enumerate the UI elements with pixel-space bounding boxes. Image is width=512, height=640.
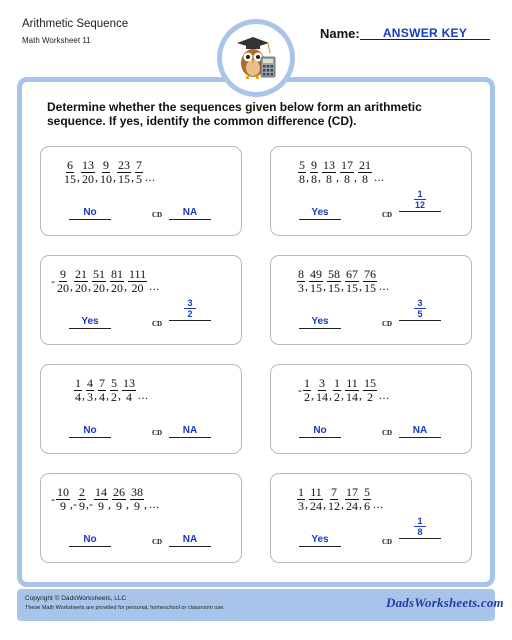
term-denominator: 20 — [82, 172, 94, 186]
name-field[interactable] — [360, 24, 490, 40]
common-difference-field[interactable]: NA — [169, 534, 211, 547]
ellipsis: ... — [379, 279, 390, 293]
sequence-term — [345, 268, 359, 295]
term-denominator: 15 — [364, 281, 376, 295]
term-numerator: 14 — [95, 485, 107, 499]
cd-denominator: 8 — [417, 527, 423, 537]
cd-denominator: 5 — [417, 309, 423, 319]
sequence-term — [345, 377, 359, 404]
name-value: ANSWER KEY — [382, 26, 468, 40]
term-separator: , — [311, 388, 314, 402]
term-denominator: 9 — [60, 499, 66, 513]
sequence-term — [81, 159, 95, 186]
sequence-term — [310, 159, 318, 186]
term-numerator: 1 — [334, 376, 340, 390]
answer-field[interactable]: Yes — [69, 316, 111, 329]
cd-label: CD — [382, 538, 393, 546]
sequence-term — [298, 159, 306, 186]
term-denominator: 20 — [75, 281, 87, 295]
answer-field[interactable]: No — [69, 425, 111, 438]
negative-sign: - — [51, 492, 55, 506]
sequence-term — [345, 486, 359, 513]
term-numerator: 7 — [331, 485, 337, 499]
sequence-term — [363, 377, 377, 404]
term-denominator: 20 — [131, 281, 144, 295]
term-numerator: 7 — [136, 158, 142, 172]
term-numerator: 51 — [93, 267, 105, 281]
term-numerator: 13 — [323, 158, 335, 172]
owl-with-calculator-icon — [231, 33, 281, 83]
term-denominator: 5 — [136, 172, 142, 186]
ellipsis: ... — [145, 170, 156, 184]
sequence — [51, 268, 160, 295]
term-separator: , — [318, 170, 321, 184]
cd-numerator: 1 — [414, 189, 425, 200]
sequence-term — [363, 268, 377, 295]
sequence-term — [94, 486, 108, 513]
term-numerator: 15 — [364, 376, 376, 390]
owl-badge — [217, 19, 295, 97]
term-numerator: 76 — [364, 267, 376, 281]
ellipsis: ... — [373, 497, 384, 511]
answer-field[interactable]: Yes — [299, 316, 341, 329]
sequence-term — [74, 268, 88, 295]
term-numerator: 67 — [346, 267, 358, 281]
common-difference-field[interactable]: NA — [169, 207, 211, 220]
problem-card — [40, 364, 242, 454]
term-numerator: 9 — [311, 158, 317, 172]
term-separator: , — [341, 279, 344, 293]
term-numerator: 8 — [298, 267, 304, 281]
term-denominator: 15 — [310, 281, 322, 295]
sequence-term — [297, 268, 305, 295]
term-denominator: 4 — [99, 390, 105, 404]
term-denominator: 8 — [299, 172, 305, 186]
sequence-term — [327, 486, 341, 513]
term-numerator: 1 — [304, 376, 310, 390]
term-numerator: 21 — [75, 267, 87, 281]
term-separator: , — [359, 497, 362, 511]
usage-note: These Math Worksheets are provided for personal, homeschool or classroom use. — [25, 605, 225, 611]
term-denominator: 3 — [298, 499, 304, 513]
term-denominator: 8 — [311, 172, 317, 186]
term-separator: , — [329, 388, 332, 402]
common-difference-field[interactable] — [399, 516, 441, 539]
term-denominator: 24 — [346, 499, 358, 513]
copyright: Copyright © DadsWorksheets, LLC — [25, 595, 127, 602]
cd-denominator: 12 — [414, 200, 425, 210]
brand-logo: DadsWorksheets.com — [386, 595, 504, 610]
ellipsis: ... — [138, 388, 149, 402]
ellipsis: ... — [149, 279, 160, 293]
common-difference-field[interactable]: NA — [169, 425, 211, 438]
term-numerator: 5 — [364, 485, 370, 499]
term-numerator: 11 — [310, 485, 322, 499]
cd-denominator: 2 — [187, 309, 193, 319]
sequence-term — [333, 377, 341, 404]
term-separator: , — [77, 170, 80, 184]
term-denominator: 15 — [64, 172, 76, 186]
term-denominator: 24 — [310, 499, 322, 513]
term-numerator: 49 — [310, 267, 322, 281]
term-separator: , — [144, 497, 147, 511]
sequence-term — [297, 486, 305, 513]
term-numerator: 6 — [67, 158, 73, 172]
cd-label: CD — [382, 320, 393, 328]
term-denominator: 20 — [93, 281, 105, 295]
sequence-term — [363, 486, 371, 513]
term-numerator: 13 — [82, 158, 94, 172]
term-denominator: 20 — [57, 281, 69, 295]
term-separator: , — [306, 170, 309, 184]
term-denominator: 9 — [116, 499, 122, 513]
term-denominator: 9 — [134, 499, 140, 513]
term-separator: , — [336, 170, 339, 184]
instructions: Determine whether the sequences given below form an arithmetic sequence. If yes, identify the common difference (CD). — [47, 100, 422, 128]
term-denominator: 15 — [346, 281, 358, 295]
sequence-term — [309, 486, 323, 513]
problem-card — [40, 473, 242, 563]
term-separator: , — [106, 388, 109, 402]
common-difference-field[interactable] — [399, 189, 441, 212]
sequence-term — [303, 377, 311, 404]
term-numerator: 1 — [298, 485, 304, 499]
answer-field[interactable]: No — [69, 534, 111, 547]
term-denominator: 2 — [334, 390, 340, 404]
sequence-term — [56, 486, 70, 513]
cd-numerator: 3 — [414, 298, 425, 309]
term-separator: , — [323, 497, 326, 511]
sequence — [51, 486, 160, 513]
term-denominator: 12 — [328, 499, 340, 513]
sequence-term — [78, 486, 86, 513]
sequence — [297, 486, 384, 513]
term-denominator: 4 — [75, 390, 81, 404]
term-denominator: 6 — [364, 499, 370, 513]
term-denominator: 8 — [326, 172, 332, 186]
negative-sign: - — [298, 383, 302, 397]
term-separator: , — [341, 388, 344, 402]
sequence — [297, 268, 390, 295]
term-numerator: 2 — [79, 485, 85, 499]
term-numerator: 5 — [111, 376, 117, 390]
term-separator: , — [124, 279, 127, 293]
term-separator: , — [323, 279, 326, 293]
term-numerator: 26 — [113, 485, 125, 499]
term-denominator: 2 — [367, 390, 373, 404]
answer-field[interactable]: Yes — [299, 534, 341, 547]
cd-label: CD — [152, 211, 163, 219]
term-numerator: 9 — [103, 158, 109, 172]
sequence-term — [63, 159, 77, 186]
common-difference-field[interactable]: NA — [399, 425, 441, 438]
term-separator: , — [126, 497, 129, 511]
term-numerator: 111 — [129, 267, 147, 281]
cd-numerator: 3 — [184, 298, 195, 309]
term-separator: , — [305, 279, 308, 293]
sequence-term — [56, 268, 70, 295]
term-denominator: 10 — [100, 172, 112, 186]
ellipsis: ... — [379, 388, 390, 402]
problem-card — [270, 364, 472, 454]
term-denominator: 2 — [111, 390, 117, 404]
cd-label: CD — [382, 429, 393, 437]
sequence-term — [122, 377, 136, 404]
term-separator: , — [94, 388, 97, 402]
term-denominator: 20 — [111, 281, 123, 295]
sequence-term — [130, 486, 144, 513]
problem-card — [270, 255, 472, 345]
term-denominator: 3 — [298, 281, 304, 295]
problem-card — [40, 255, 242, 345]
cd-label: CD — [152, 320, 163, 328]
sequence-term — [128, 268, 147, 295]
term-numerator: 23 — [118, 158, 130, 172]
term-numerator: 5 — [299, 158, 305, 172]
sequence-term — [98, 377, 106, 404]
answer-field[interactable]: No — [69, 207, 111, 220]
sequence-term — [99, 159, 113, 186]
worksheet-subtitle: Math Worksheet 11 — [22, 36, 91, 45]
term-numerator: 10 — [57, 485, 69, 499]
term-separator: , — [359, 388, 362, 402]
problem-card — [270, 473, 472, 563]
term-denominator: 2 — [304, 390, 310, 404]
problem-card — [270, 146, 472, 236]
term-separator: , — [359, 279, 362, 293]
sequence-term — [340, 159, 354, 186]
name-label: Name: — [320, 26, 360, 41]
cd-label: CD — [152, 538, 163, 546]
problem-card — [40, 146, 242, 236]
sequence — [63, 159, 156, 186]
term-separator: ,- — [86, 497, 93, 511]
cd-numerator: 1 — [414, 516, 425, 527]
sequence-term — [86, 377, 94, 404]
term-numerator: 13 — [123, 376, 135, 390]
sequence-term — [315, 377, 329, 404]
term-numerator: 17 — [346, 485, 358, 499]
term-denominator: 4 — [126, 390, 132, 404]
term-separator: , — [131, 170, 134, 184]
term-denominator: 15 — [118, 172, 130, 186]
term-denominator: 14 — [346, 390, 358, 404]
term-denominator: 14 — [316, 390, 328, 404]
term-separator: , — [95, 170, 98, 184]
term-denominator: 9 — [98, 499, 104, 513]
term-denominator: 8 — [362, 172, 368, 186]
sequence-term — [74, 377, 82, 404]
term-separator: , — [305, 497, 308, 511]
sequence-term — [110, 377, 118, 404]
ellipsis: ... — [374, 170, 385, 184]
common-difference-field[interactable] — [399, 298, 441, 321]
term-numerator: 1 — [75, 376, 81, 390]
term-numerator: 58 — [328, 267, 340, 281]
term-denominator: 8 — [344, 172, 350, 186]
term-numerator: 9 — [60, 267, 66, 281]
term-separator: , — [341, 497, 344, 511]
term-denominator: 3 — [87, 390, 93, 404]
negative-sign: - — [51, 274, 55, 288]
term-separator: , — [113, 170, 116, 184]
term-numerator: 38 — [131, 485, 143, 499]
answer-field[interactable]: No — [299, 425, 341, 438]
sequence-term — [117, 159, 131, 186]
term-separator: , — [88, 279, 91, 293]
sequence — [298, 377, 390, 404]
sequence-term — [112, 486, 126, 513]
sequence-term — [110, 268, 124, 295]
term-numerator: 81 — [111, 267, 123, 281]
sequence — [74, 377, 149, 404]
common-difference-field[interactable] — [169, 298, 211, 321]
term-separator: ,- — [70, 497, 77, 511]
term-numerator: 4 — [87, 376, 93, 390]
sequence-term — [322, 159, 336, 186]
cd-label: CD — [152, 429, 163, 437]
term-numerator: 17 — [341, 158, 353, 172]
term-numerator: 11 — [346, 376, 358, 390]
sequence-term — [309, 268, 323, 295]
sequence-term — [327, 268, 341, 295]
worksheet-title: Arithmetic Sequence — [22, 18, 129, 30]
ellipsis: ... — [149, 497, 160, 511]
term-separator: , — [70, 279, 73, 293]
sequence-term — [358, 159, 372, 186]
term-separator: , — [118, 388, 121, 402]
cd-label: CD — [382, 211, 393, 219]
term-separator: , — [354, 170, 357, 184]
term-denominator: 15 — [328, 281, 340, 295]
term-numerator: 21 — [359, 158, 371, 172]
term-numerator: 3 — [319, 376, 325, 390]
sequence-term — [135, 159, 143, 186]
answer-field[interactable]: Yes — [299, 207, 341, 220]
term-denominator: 9 — [79, 499, 85, 513]
term-separator: , — [108, 497, 111, 511]
term-separator: , — [106, 279, 109, 293]
sequence — [298, 159, 385, 186]
sequence-term — [92, 268, 106, 295]
term-numerator: 7 — [99, 376, 105, 390]
term-separator: , — [82, 388, 85, 402]
